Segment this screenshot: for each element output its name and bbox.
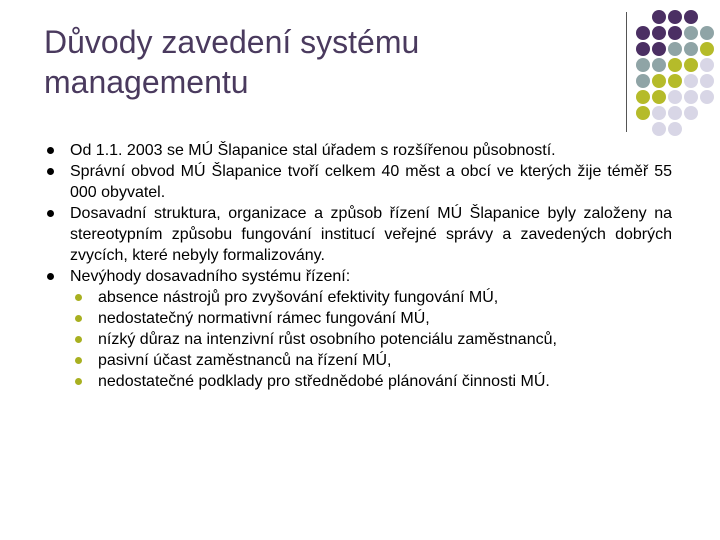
decor-dot (652, 58, 666, 72)
decor-dot (700, 74, 714, 88)
bullet-item: Od 1.1. 2003 se MÚ Šlapanice stal úřadem s rozšířenou působností. (44, 140, 672, 161)
decor-dot (668, 42, 682, 56)
decor-dot (636, 42, 650, 56)
bullet-item: Dosavadní struktura, organizace a způsob řízení MÚ Šlapanice byly založeny na stereotypním způsobu fungování institucí veřejné správy a zavedených dobrých zvycích, které nebyly formalizovány. (44, 203, 672, 266)
decor-dot (636, 58, 650, 72)
decor-dot (652, 10, 666, 24)
decor-dot (652, 26, 666, 40)
decor-dot (700, 26, 714, 40)
decor-dot (684, 74, 698, 88)
sub-bullet-item: absence nástrojů pro zvyšování efektivity fungování MÚ, (44, 287, 672, 308)
decorative-dot-grid (636, 10, 720, 140)
decor-dot (652, 74, 666, 88)
decor-dot (652, 122, 666, 136)
slide-title: Důvody zavedení systému managementu (44, 24, 420, 100)
decor-dot (636, 106, 650, 120)
sub-bullet-item: nízký důraz na intenzivní růst osobního potenciálu zaměstnanců, (44, 329, 672, 350)
decor-dot (668, 122, 682, 136)
decor-dot (700, 90, 714, 104)
decor-dot (652, 106, 666, 120)
decor-dot (652, 42, 666, 56)
decor-dot (668, 90, 682, 104)
sub-bullet-item: pasivní účast zaměstnanců na řízení MÚ, (44, 350, 672, 371)
decor-dot (636, 90, 650, 104)
decor-dot (668, 74, 682, 88)
decor-dot (668, 26, 682, 40)
decor-dot (700, 58, 714, 72)
decor-dot (668, 58, 682, 72)
decor-dot (684, 90, 698, 104)
title-divider (626, 12, 627, 132)
sub-bullet-item: nedostatečné podklady pro střednědobé plánování činnosti MÚ. (44, 371, 672, 392)
decor-dot (700, 42, 714, 56)
sub-bullet-item: nedostatečný normativní rámec fungování MÚ, (44, 308, 672, 329)
bullet-item: Správní obvod MÚ Šlapanice tvoří celkem 40 měst a obcí ve kterých žije téměř 55 000 obyvatel. (44, 161, 672, 203)
decor-dot (684, 58, 698, 72)
decor-dot (684, 42, 698, 56)
decor-dot (668, 106, 682, 120)
decor-dot (652, 90, 666, 104)
decor-dot (684, 10, 698, 24)
bullet-item: Nevýhody dosavadního systému řízení: (44, 266, 672, 287)
decor-dot (684, 26, 698, 40)
slide-body (44, 140, 672, 392)
decor-dot (636, 74, 650, 88)
decor-dot (668, 10, 682, 24)
decor-dot (684, 106, 698, 120)
decor-dot (636, 26, 650, 40)
